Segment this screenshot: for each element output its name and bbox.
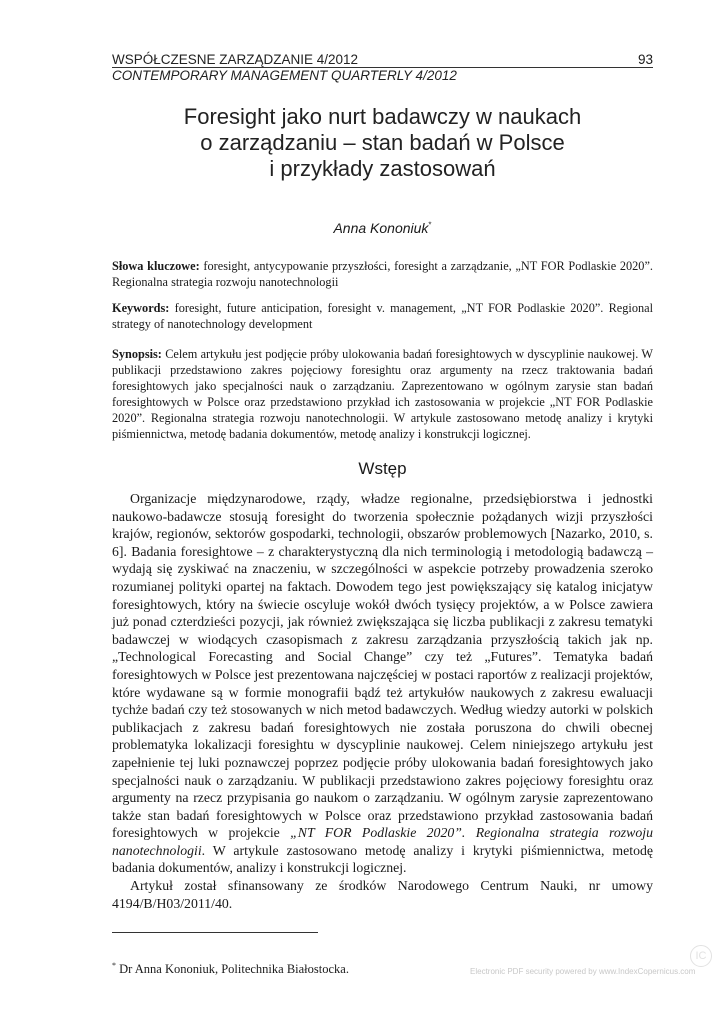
section-heading: Wstęp xyxy=(358,459,407,478)
author xyxy=(112,220,653,236)
footnote xyxy=(112,961,349,977)
article-title xyxy=(112,104,653,182)
title-line-3: i przykłady zastosowań xyxy=(269,156,496,181)
paragraph-1-text: Organizacje międzynarodowe, rządy, władze regionalne, przedsiębiorstwa i jednostki naukowo-badawcze stosują foresight do tworzenia społecznie pożądanych wizji przyszłości krajów, regionów, sektorów gospodarki, technologii, obszarów problemowych [Nazarko, 2010, s. 6]. Badania foresightowe – z charakterystyczną dla nich terminologią i metodologią badawczą – wydają się zyskiwać na znaczeniu, w szczególności w aspekcie potrzeby prowadzenia szeroko rozumianej polityki opartej na faktach. Dowodem tego jest powiększający się katalog inicjatyw foresightowych, który na świecie oscyluje wokół dwóch tysięcy projektów, a w Polsce zawiera już ponad czterdzieści pozycji, jak również zwiększająca się liczba publikacji z zakresu tematyki badawczej w wiodących czasopismach z zakresu zarządzania przyszłością takich jak np. „Technological Forecasting and Social Change” czy też „Futures”. Tematyka badań foresightowych w Polsce jest prezentowana najczęściej w postaci raportów z realizacji projektów, które wydawane są w formie monografii bądź też artykułów naukowych z zakresu ewaluacji tychże badań czy też stosowanych w nich metod badawczych. Według wiedzy autorki w polskich publikacjach z zakresu badań foresightowych nie została poruszona do chwili obecnej problematyka lokalizacji foresightu w dyscyplinie naukowej. Celem niniejszego artykułu jest zapełnienie tej luki poznawczej poprzez podjęcie próby ulokowania badań foresightowych jako specjalności nauk o zarządzaniu. W publikacji przedstawiono zakres pojęciowy foresightu oraz argumenty na rzecz przypisania go naukom o zarządzaniu. W ogólnym zarysie zaprezentowano także stan badań foresightowych w Polsce oraz przedstawiono przykład zastosowania badań foresightowych w projekcie xyxy=(112,491,653,841)
title-line-2: o zarządzaniu – stan badań w Polsce xyxy=(200,130,565,155)
keywords-english-label: Keywords: xyxy=(112,301,170,315)
synopsis-text: Celem artykułu jest podjęcie próby ulokowania badań foresightowych w dyscyplinie naukowej. W publikacji przedstawiono zakres pojęciowy foresightu oraz argumenty na rzecz traktowania badań foresightowych jako specjalności nauk o zarządzaniu. Zaprezentowano w ogólnym zarysie stan badań foresightowych w Polsce oraz przedstawiono przykład ich zastosowania w projekcie „NT FOR Podlaskie 2020”. Regionalna strategia rozwoju nanotechnologii. W artykule zastosowano metodę analizy i krytyki piśmiennictwa, metodę badania dokumentów, metodę analizy i konstrukcji logicznej. xyxy=(112,347,653,441)
journal-title-pl: WSPÓŁCZESNE ZARZĄDZANIE 4/2012 xyxy=(112,52,359,67)
watermark: Electronic PDF security powered by www.IndexCopernicus.com xyxy=(470,967,696,976)
keywords-english xyxy=(112,300,653,332)
author-footnote-mark: * xyxy=(428,220,432,230)
synopsis xyxy=(112,346,653,442)
keywords-polish xyxy=(112,258,653,290)
copernicus-badge-icon: IC xyxy=(690,945,712,967)
footnote-text: Dr Anna Kononiuk, Politechnika Białostocka. xyxy=(116,962,349,977)
journal-title-en: CONTEMPORARY MANAGEMENT QUARTERLY 4/2012 xyxy=(112,68,457,83)
keywords-polish-label: Słowa kluczowe: xyxy=(112,259,200,273)
body-text xyxy=(112,490,653,912)
title-line-1: Foresight jako nurt badawczy w naukach xyxy=(183,104,582,129)
synopsis-label: Synopsis: xyxy=(112,347,162,361)
paragraph-1-end: . W artykule zastosowano metodę analizy i krytyki piśmiennictwa, metodę badania dokumentów, analizy i konstrukcji logicznej. xyxy=(112,842,653,876)
footnote-rule xyxy=(112,932,318,933)
paragraph-1 xyxy=(112,490,653,877)
paragraph-1-italic: „NT FOR Podlaskie 2020”. Regionalna strategia rozwoju nanotechnologii xyxy=(112,825,653,858)
keywords-polish-text: foresight, antycypowanie przyszłości, foresight a zarządzanie, „NT FOR Podlaskie 2020”. Regionalna strategia rozwoju nanotechnologii xyxy=(112,259,653,289)
author-name: Anna Kononiuk xyxy=(333,220,429,236)
page-number: 93 xyxy=(637,52,653,67)
keywords-english-text: foresight, future anticipation, foresight v. management, „NT FOR Podlaskie 2020”. Regional strategy of nanotechnology development xyxy=(112,301,653,331)
footnote-mark: * xyxy=(112,961,116,970)
paragraph-2: Artykuł został sfinansowany ze środków Narodowego Centrum Nauki, nr umowy 4194/B/H03/2011/40. xyxy=(112,878,653,911)
